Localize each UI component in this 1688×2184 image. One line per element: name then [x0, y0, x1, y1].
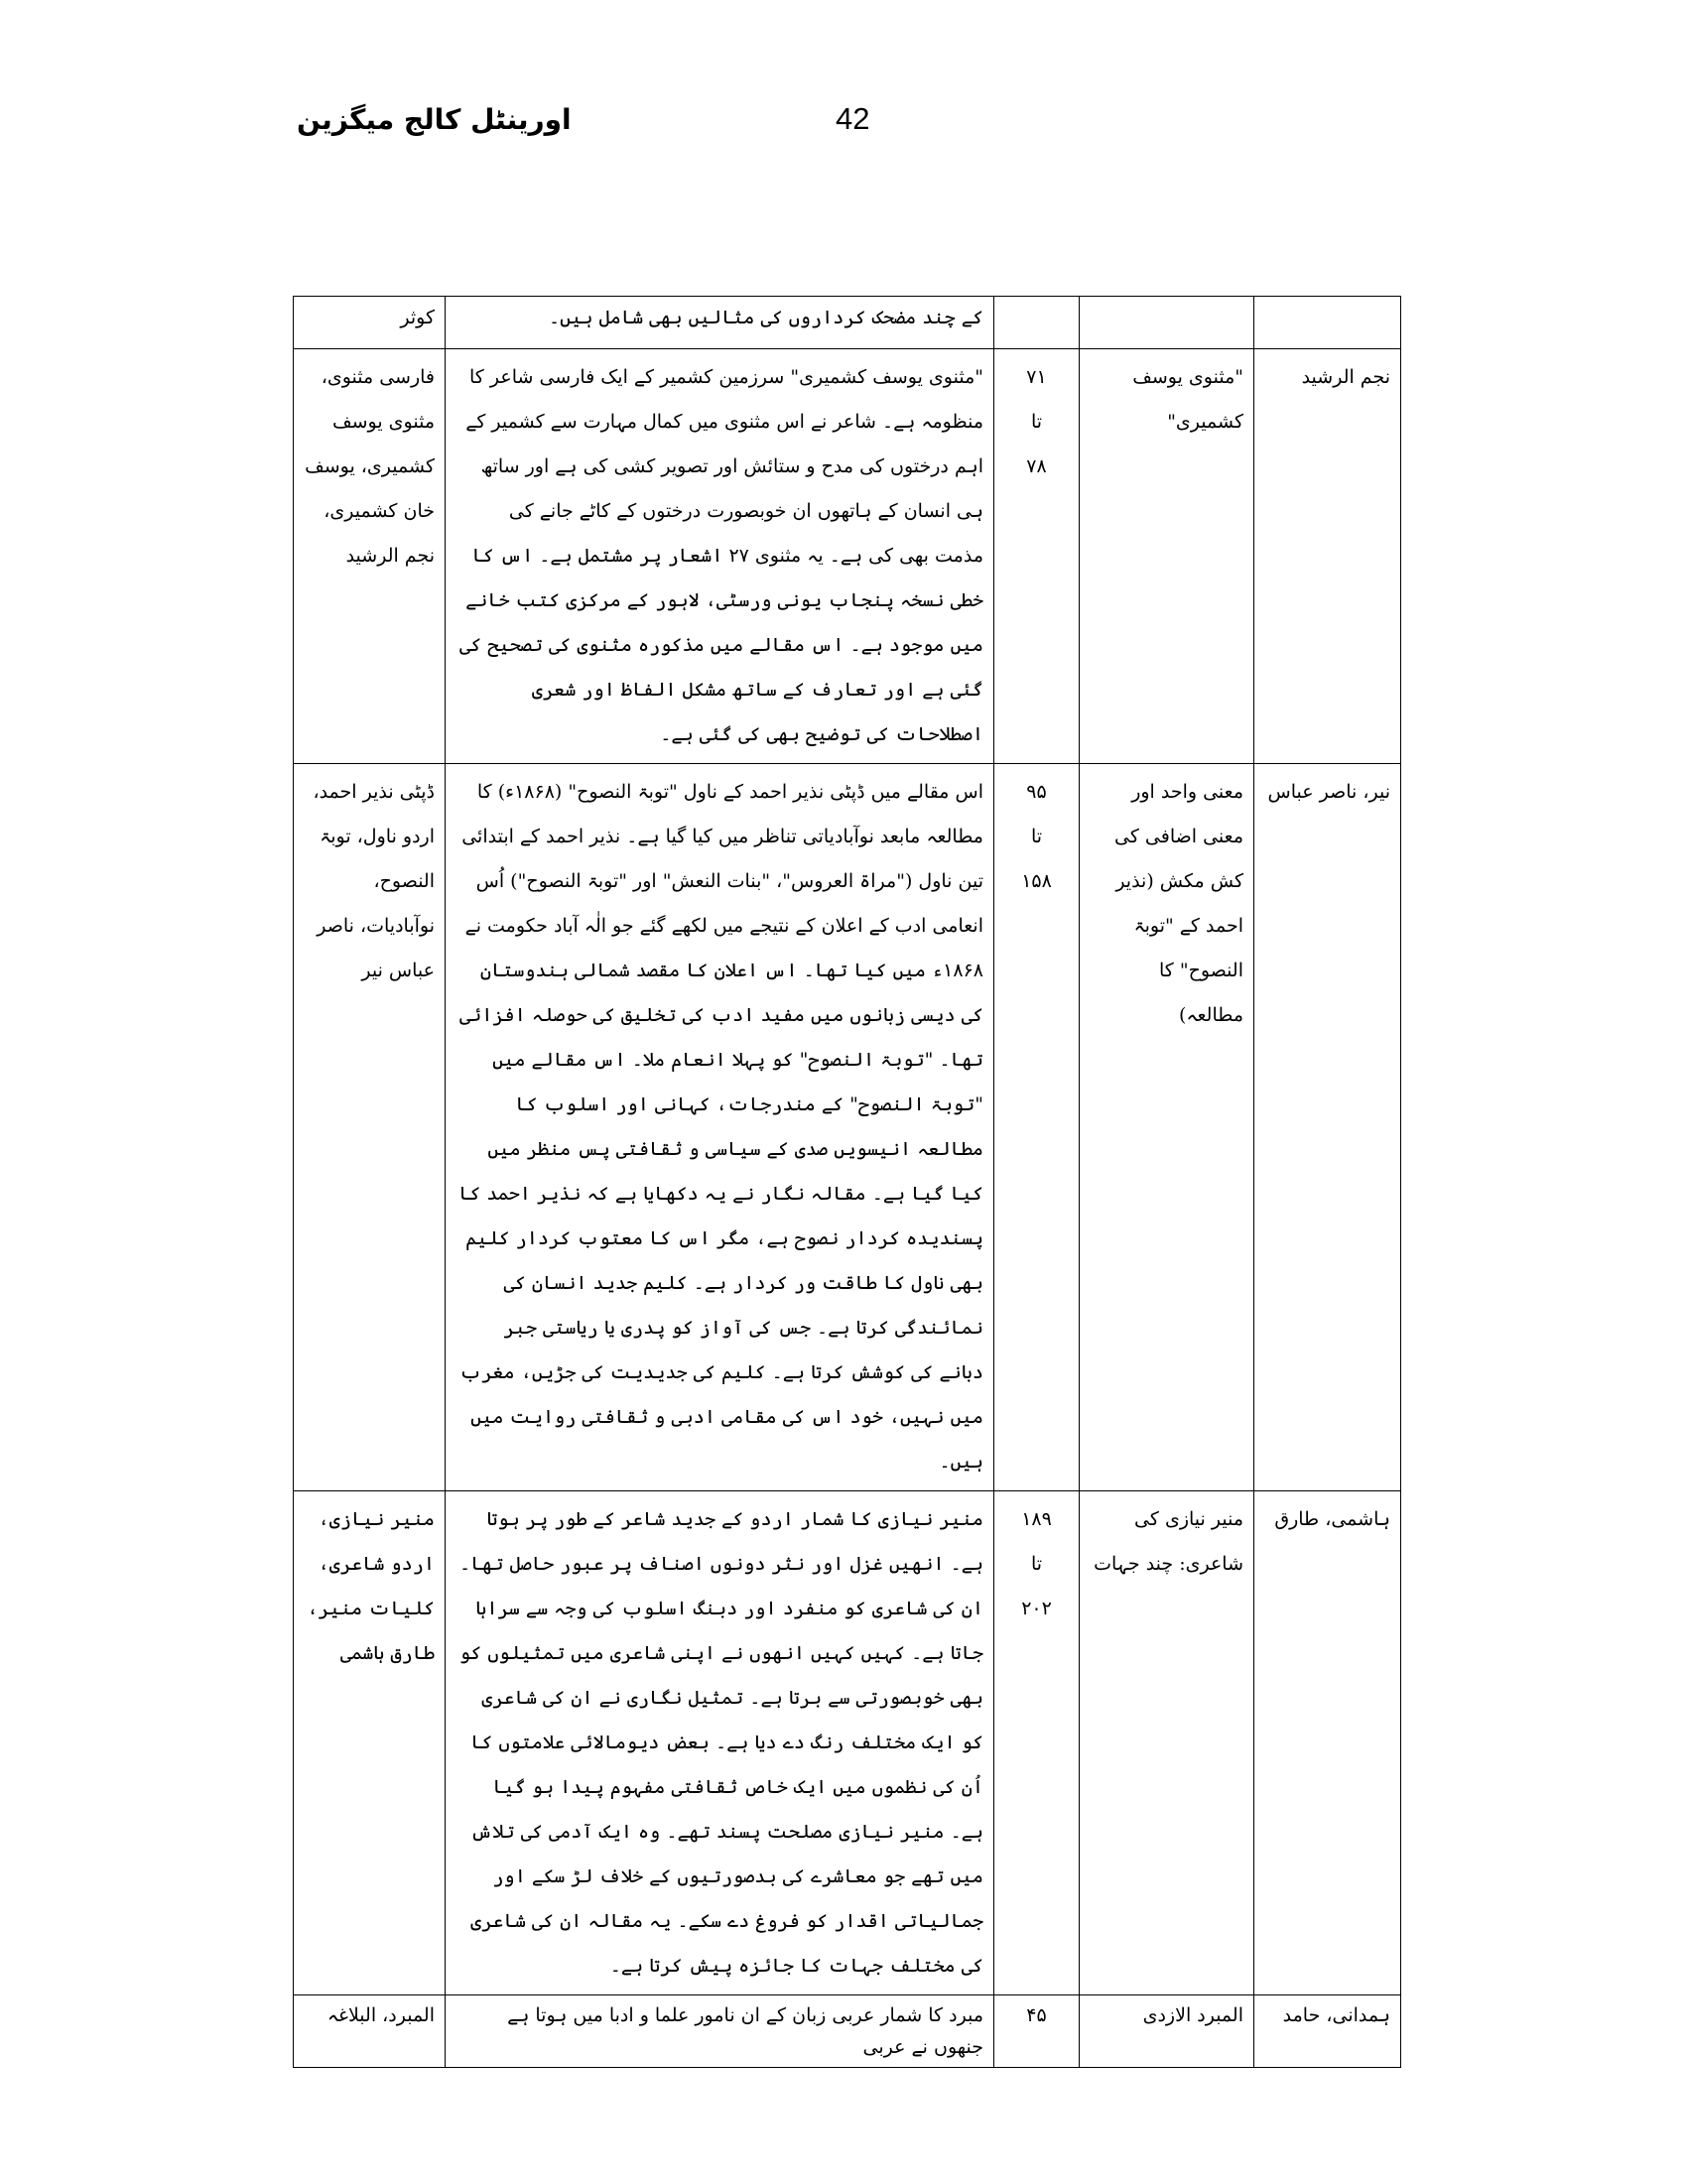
author-cell: نیر، ناصر عباس	[1254, 764, 1401, 1491]
summary-cell: کے چند مضحک کرداروں کی مثالیں بھی شامل ہیں۔	[446, 297, 994, 349]
title-cell: منیر نیازی کی شاعری: چند جہات	[1080, 1491, 1254, 1995]
table-row	[294, 297, 1401, 349]
pages-cell	[994, 1491, 1080, 1995]
page-start: ۴۵	[1026, 2004, 1047, 2026]
page-start: ۹۵	[1026, 781, 1047, 803]
page-end: ۷۸	[1026, 455, 1047, 477]
title-cell: "مثنوی یوسف کشمیری"	[1080, 349, 1254, 764]
keywords-cell: فارسی مثنوی، مثنوی یوسف کشمیری، یوسف خان کشمیری، نجم الرشید	[294, 349, 446, 764]
author-cell: نجم الرشید	[1254, 349, 1401, 764]
summary-cell: "مثنوی یوسف کشمیری" سرزمین کشمیر کے ایک فارسی شاعر کا منظومہ ہے۔ شاعر نے اس مثنوی میں کمال مہارت سے کشمیر کے اہم درختوں کی مدح و ستائش اور تصویر کشی کی ہے اور ساتھ ہی انسان کے ہاتھوں ان خوبصورت درختوں کے کاٹے جانے کی مذمت بھی کی ہے۔ یہ مثنوی ۲۷ اشعار پر مشتمل ہے۔ اس کا خطی نسخہ پنجاب یونی ورسٹی، لاہور کے مرکزی کتب خانے میں موجود ہے۔ اس مقالے میں مذکورہ مثنوی کی تصحیح کی گئی ہے اور تعارف کے ساتھ مشکل الفاظ اور شعری اصطلاحات کی توضیح بھی کی گئی ہے۔	[446, 349, 994, 764]
page-to: تا	[1030, 411, 1043, 433]
summary-cell: مبرد کا شمار عربی زبان کے ان نامور علما و ادبا میں ہوتا ہے جنھوں نے عربی	[446, 1995, 994, 2068]
pages-cell	[994, 764, 1080, 1491]
page-start: ۷۱	[1026, 366, 1047, 388]
keywords-cell: منیر نیازی، اردو شاعری، کلیات منیر، طارق ہاشمی	[294, 1491, 446, 1995]
pages-cell	[994, 1995, 1080, 2068]
author-cell: ہاشمی، طارق	[1254, 1491, 1401, 1995]
title-cell: معنی واحد اور معنی اضافی کی کش مکش (نذیر احمد کے "توبۃ النصوح" کا مطالعہ)	[1080, 764, 1254, 1491]
keywords-cell: کوثر	[294, 297, 446, 349]
summary-cell: منیر نیازی کا شمار اردو کے جدید شاعر کے طور پر ہوتا ہے۔ انھیں غزل اور نثر دونوں اصناف پر عبور حاصل تھا۔ ان کی شاعری کو منفرد اور دبنگ اسلوب کی وجہ سے سراہا جاتا ہے۔ کہیں کہیں انھوں نے اپنی شاعری میں تمثیلوں کو بھی خوبصورتی سے برتا ہے۔ تمثیل نگاری نے ان کی شاعری کو ایک مختلف رنگ دے دیا ہے۔ بعض دیومالائی علامتوں کا اُن کی نظموں میں ایک خاص ثقافتی مفہوم پیدا ہو گیا ہے۔ منیر نیازی مصلحت پسند تھے۔ وہ ایک آدمی کی تلاش میں تھے جو معاشرے کی بدصورتیوں کے خلاف لڑ سکے اور جمالیاتی اقدار کو فروغ دے سکے۔ یہ مقالہ ان کی شاعری کی مختلف جہات کا جائزہ پیش کرتا ہے۔	[446, 1491, 994, 1995]
table-row	[294, 1491, 1401, 1995]
keywords-cell: ڈپٹی نذیر احمد، اردو ناول، توبۃ النصوح، نوآبادیات، ناصر عباس نیر	[294, 764, 446, 1491]
title-cell	[1080, 297, 1254, 349]
keywords-cell: المبرد، البلاغہ	[294, 1995, 446, 2068]
pages-cell	[994, 297, 1080, 349]
author-cell	[1254, 297, 1401, 349]
table-row	[294, 1995, 1401, 2068]
page-to: تا	[1030, 1553, 1043, 1575]
page-end: ۲۰۲	[1021, 1598, 1052, 1619]
author-cell: ہمدانی، حامد	[1254, 1995, 1401, 2068]
page-number: 42	[836, 101, 870, 136]
journal-title: اورینٹل کالج میگزین	[297, 103, 572, 136]
pages-cell	[994, 349, 1080, 764]
table-row	[294, 349, 1401, 764]
page-to: تا	[1030, 826, 1043, 847]
article-index-table	[293, 296, 1401, 2068]
table-row	[294, 764, 1401, 1491]
title-cell: المبرد الازدی	[1080, 1995, 1254, 2068]
page-start: ۱۸۹	[1021, 1508, 1052, 1530]
summary-cell: اس مقالے میں ڈپٹی نذیر احمد کے ناول "توبۃ النصوح" (۱۸۶۸ء) کا مطالعہ مابعد نوآبادیاتی تناظر میں کیا گیا ہے۔ نذیر احمد کے ابتدائی تین ناول ("مراۃ العروس"، "بنات النعش" اور "توبۃ النصوح") اُس انعامی ادب کے اعلان کے نتیجے میں لکھے گئے جو الٰہ آباد حکومت نے ۱۸۶۸ء میں کیا تھا۔ اس اعلان کا مقصد شمالی ہندوستان کی دیسی زبانوں میں مفید ادب کی تخلیق کی حوصلہ افزائی تھا۔ "توبۃ النصوح" کو پہلا انعام ملا۔ اس مقالے میں "توبۃ النصوح" کے مندرجات، کہانی اور اسلوب کا مطالعہ انیسویں صدی کے سیاسی و ثقافتی پس منظر میں کیا گیا ہے۔ مقالہ نگار نے یہ دکھایا ہے کہ نذیر احمد کا پسندیدہ کردار نصوح ہے، مگر اس کا معتوب کردار کلیم بھی ناول کا طاقت ور کردار ہے۔ کلیم جدید انسان کی نمائندگی کرتا ہے۔ جس کی آواز کو پدری یا ریاستی جبر دبانے کی کوشش کرتا ہے۔ کلیم کی جدیدیت کی جڑیں، مغرب میں نہیں، خود اس کی مقامی ادبی و ثقافتی روایت میں ہیں۔	[446, 764, 994, 1491]
page-end: ۱۵۸	[1021, 870, 1052, 892]
